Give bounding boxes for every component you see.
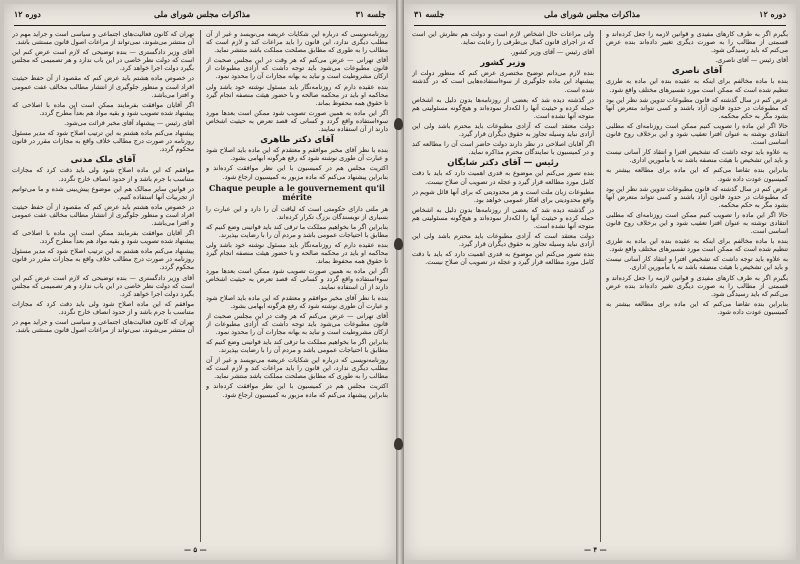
paragraph: هر ملتی دارای حکومتی است که لیاقت آن را دارد و این عبارت را بسیاری از نویسندگان بزرگ تکرار کرده‌اند. — [206, 204, 388, 221]
french-quote: Chaque peuple a le gouvernement qu'il mérite — [209, 182, 385, 202]
paragraph: اگر آقایان موافقت بفرمایند ممکن است این ماده با اصلاحی که پیشنهاد شده تصویب شود و بقیه مواد هم بعداً مطرح گردد. — [12, 100, 194, 117]
paragraph: ولی مراعات حال اشخاص لازم است و دولت هم نظرش این است که در اجرای قانون کمال بی‌طرفی را رعایت نماید. — [412, 30, 594, 47]
paragraph: اکثریت مجلس هم در کمیسیون با این نظر موافقت کرده‌اند و بنابراین پیشنهاد می‌کنم که ماده مزبور به کمیسیون ارجاع شود. — [206, 164, 388, 181]
paragraph: آقای رئیس — آقای وزیر کشور. — [510, 48, 594, 57]
paragraph: بنابراین اگر ما بخواهیم مملکت ما ترقی کند باید قوانینی وضع کنیم که مطابق با احتیاجات عمومی باشد و مردم آن را با رضایت بپذیرند. — [206, 338, 388, 355]
paragraph: تهران که کانون فعالیت‌های اجتماعی و سیاسی است و جراید مهم در آن منتشر می‌شوند، نمی‌تواند از مراعات اصول قانون مستثنی باشد. — [12, 318, 194, 335]
paragraph: پیشنهاد می‌کنم ماده هشتم به این ترتیب اصلاح شود که مدیر مسئول روزنامه در صورت درج مطالب خلاف واقع به مجازات مقرر در قانون محکوم گردد. — [12, 247, 194, 272]
journal-title: مذاکرات مجلس شورای ملی — [154, 9, 251, 19]
page-number: — ۵ — — [184, 545, 207, 554]
paragraph: بنده لازم می‌دانم توضیح مختصری عرض کنم که منظور دولت از پیشنهاد این ماده جلوگیری از سوءاستفاده‌هایی است که در گذشته شده است. — [412, 69, 594, 94]
journal-title: مذاکرات مجلس شورای ملی — [544, 9, 641, 19]
paragraph: بنابراین بنده تقاضا می‌کنم که این ماده برای مطالعه بیشتر به کمیسیون عودت داده شود. — [606, 299, 788, 316]
text-column-right — [206, 30, 388, 542]
paragraph: موافقم که این ماده اصلاح شود ولی باید دقت کرد که مجازات متناسب با جرم باشد و از حدود انصاف خارج نگردد. — [12, 166, 194, 183]
paragraph: در گذشته دیده شد که بعضی از روزنامه‌ها بدون دلیل به اشخاص حمله کرده و حیثیت آنها را لکه‌دار نموده‌اند و هیچ‌گونه مسئولیتی هم متوجه آنها نشده است. — [412, 95, 594, 120]
paragraph: آقای وزیر دادگستری — بنده توضیحی که لازم است عرض کنم این است که دولت نظر خاصی در این باب ندارد و هر تصمیمی که مجلس بگیرد دولت اجرا خواهد کرد. — [12, 273, 194, 298]
paragraph: بنابراین اگر ما بخواهیم مملکت ما ترقی کند باید قوانینی وضع کنیم که مطابق با احتیاجات عمومی باشد و مردم آن را با رضایت بپذیرند. — [206, 222, 388, 239]
paragraph: دولت معتقد است که آزادی مطبوعات باید محترم باشد ولی این آزادی نباید وسیله تجاوز به حقوق دیگران قرار گیرد. — [412, 121, 594, 139]
paragraph: آقای تهرانی — عرض می‌کنم که هر وقت در این مجلس صحبت از قانون مطبوعات می‌شود باید توجه داشت که آزادی مطبوعات از ارکان مشروطیت است و نباید به بهانه مجازات آن را محدود نمود. — [206, 311, 388, 336]
paragraph: روزنامه‌نویسی که درباره این شکایات عریضه می‌نویسد و غیر از آن مطلب دیگری ندارد، این قانون را باید مراعات کند و لازم است که مطالب را به طوری که مطابق مصلحت مملکت باشد منتشر نماید. — [206, 356, 388, 381]
page-header — [414, 9, 786, 23]
paragraph: حالا اگر این ماده را تصویب کنیم ممکن است روزنامه‌ای که مطلبی انتقادی نوشته به عنوان افترا تعقیب شود و این برخلاف روح قانون اساسی است. — [606, 210, 788, 236]
speaker-heading: رئیس — آقای دکتر شایگان — [447, 158, 559, 169]
paragraph: مطبوعات زبان ملت است و هر محدودیتی که برای آنها قائل شویم در واقع محدودیتی برای افکار عمومی خواهد بود. — [412, 187, 594, 204]
paragraph: دولت معتقد است که آزادی مطبوعات باید محترم باشد ولی این آزادی نباید وسیله تجاوز به حقوق دیگران قرار گیرد. — [412, 232, 594, 249]
session-label: جلسه ۳۱ — [355, 9, 386, 19]
binding-stain — [394, 438, 403, 450]
paragraph: تهران که کانون فعالیت‌های اجتماعی و سیاسی است و جراید مهم در آن منتشر می‌شوند، نمی‌تواند از مراعات اصول قانون مستثنی باشد. — [12, 30, 194, 47]
left-page — [4, 4, 396, 560]
paragraph: آقای رئیس — پیشنهاد آقای مخبر قرائت می‌شود. — [64, 118, 194, 127]
paragraph: اگر آقایان موافقت بفرمایند ممکن است این ماده با اصلاحی که پیشنهاد شده تصویب شود و بقیه مواد هم بعداً مطرح گردد. — [12, 229, 194, 246]
paragraph: در قوانین سایر ممالک هم این موضوع پیش‌بینی شده و ما می‌توانیم از تجربیات آنها استفاده کنیم. — [12, 184, 194, 201]
paragraph: اگر این ماده به همین صورت تصویب شود ممکن است بعدها مورد سوءاستفاده واقع گردد و کسانی که قصد تعرض به حیثیت اشخاص دارند از آن استفاده نمایند. — [206, 108, 388, 134]
paragraph: اکثریت مجلس هم در کمیسیون با این نظر موافقت کرده‌اند و بنابراین پیشنهاد می‌کنم که ماده مزبور به کمیسیون ارجاع شود. — [206, 382, 388, 399]
paragraph: عرض کنم در سال گذشته که قانون مطبوعات تدوین شد نظر این بود که مطبوعات در حدود قانون آزاد باشند و کسی نتواند متعرض آنها بشود مگر به حکم محکمه. — [606, 95, 788, 120]
paragraph: بنده عقیده دارم که روزنامه‌نگار باید مسئول نوشته خود باشد ولی محاکمه او باید در محکمه صالحه و با حضور هیئت منصفه انجام گیرد تا حقوق همه محفوظ بماند. — [206, 240, 388, 266]
paragraph: در خصوص ماده هشتم باید عرض کنم که مقصود از آن حفظ حیثیت افراد است و منظور جلوگیری از انتشار مطالب مخالف عفت عمومی و افترا می‌باشد. — [12, 74, 194, 99]
paragraph: به علاوه باید توجه داشت که تشخیص افترا و انتقاد کار آسانی نیست و باید این تشخیص با هیئت منصفه باشد نه با مأمورین اداری. — [606, 255, 788, 272]
page-header — [14, 9, 386, 23]
paragraph: آقای تهرانی — عرض می‌کنم که هر وقت در این مجلس صحبت از قانون مطبوعات می‌شود باید توجه داشت که آزادی مطبوعات از ارکان مشروطیت است و نباید به بهانه مجازات آن را محدود نمود. — [206, 56, 388, 81]
text-column-left — [12, 30, 194, 542]
paragraph: به علاوه باید توجه داشت که تشخیص افترا و انتقاد کار آسانی نیست و باید این تشخیص با هیئت منصفه باشد نه با مأمورین اداری. — [606, 148, 788, 165]
paragraph: بگیرم اگر به طرف کارهای مفیدی و قوانین لازمه را جعل کرده‌اند و قسمتی از مطالب را به صورت دیگری تغییر داده‌اند بنده عرض می‌کنم که باید رسیدگی شود. — [606, 30, 788, 55]
header-rule — [14, 25, 386, 26]
page-number: — ۴ — — [584, 545, 607, 554]
binding-stain — [394, 118, 403, 130]
paragraph: حالا اگر این ماده را تصویب کنیم ممکن است روزنامه‌ای که مطلبی انتقادی نوشته به عنوان افترا تعقیب شود و این برخلاف روح قانون اساسی است. — [606, 121, 788, 147]
speaker-heading: آقای ملک مدنی — [70, 155, 136, 166]
binding-stain — [394, 238, 403, 250]
issue-label: دوره ۱۲ — [759, 9, 786, 19]
paragraph: بنده تصور می‌کنم این موضوع به قدری اهمیت دارد که باید با دقت کامل مورد مطالعه قرار گیرد و عجله در تصویب آن صلاح نیست. — [412, 169, 594, 186]
speaker-heading: وزیر کشور — [480, 58, 526, 69]
paragraph: بنابراین بنده تقاضا می‌کنم که این ماده برای مطالعه بیشتر به کمیسیون عودت داده شود. — [606, 166, 788, 183]
paragraph: در خصوص ماده هشتم باید عرض کنم که مقصود از آن حفظ حیثیت افراد است و منظور جلوگیری از انتشار مطالب مخالف عفت عمومی و افترا می‌باشد. — [12, 202, 194, 227]
paragraph: موافقم که این ماده اصلاح شود ولی باید دقت کرد که مجازات متناسب با جرم باشد و از حدود انصاف خارج نگردد. — [12, 299, 194, 316]
header-rule — [414, 25, 786, 26]
paragraph: پیشنهاد می‌کنم ماده هشتم به این ترتیب اصلاح شود که مدیر مسئول روزنامه در صورت درج مطالب خلاف واقع به مجازات مقرر در قانون محکوم گردد. — [12, 129, 194, 154]
paragraph: بگیرم اگر به طرف کارهای مفیدی و قوانین لازمه را جعل کرده‌اند و قسمتی از مطالب را به صورت دیگری تغییر داده‌اند بنده عرض می‌کنم که باید رسیدگی شود. — [606, 273, 788, 298]
paragraph: بنده با ماده مخالفم برای اینکه به عقیده بنده این ماده به طرزی تنظیم شده است که ممکن است مورد تفسیرهای مختلف واقع شود. — [606, 237, 788, 254]
right-page — [404, 4, 796, 560]
speaker-heading: آقای دکتر طاهری — [260, 135, 334, 146]
paragraph: بنده با نظر آقای مخبر موافقم و معتقدم که این ماده باید اصلاح شود و عبارت آن طوری نوشته شود که رفع هرگونه ابهامی بشود. — [206, 293, 388, 310]
column-rule — [600, 30, 601, 542]
text-column-right — [606, 30, 788, 542]
paragraph: آقای وزیر دادگستری — بنده توضیحی که لازم است عرض کنم این است که دولت نظر خاصی در این باب ندارد و هر تصمیمی که مجلس بگیرد دولت اجرا خواهد کرد. — [12, 48, 194, 73]
session-label: جلسه ۳۱ — [414, 9, 445, 19]
column-rule — [200, 30, 201, 542]
paragraph: بنده تصور می‌کنم این موضوع به قدری اهمیت دارد که باید با دقت کامل مورد مطالعه قرار گیرد و عجله در تصویب آن صلاح نیست. — [412, 250, 594, 267]
issue-label: دوره ۱۲ — [14, 9, 41, 19]
paragraph: بنده با ماده مخالفم برای اینکه به عقیده بنده این ماده به طرزی تنظیم شده است که ممکن است مورد تفسیرهای مختلف واقع شود. — [606, 77, 788, 94]
paragraph: در گذشته دیده شد که بعضی از روزنامه‌ها بدون دلیل به اشخاص حمله کرده و حیثیت آنها را لکه‌دار نموده‌اند و هیچ‌گونه مسئولیتی هم متوجه آنها نشده است. — [412, 205, 594, 230]
paragraph: بنده با نظر آقای مخبر موافقم و معتقدم که این ماده باید اصلاح شود و عبارت آن طوری نوشته شود که رفع هرگونه ابهامی بشود. — [206, 146, 388, 163]
paragraph: اگر این ماده به همین صورت تصویب شود ممکن است بعدها مورد سوءاستفاده واقع گردد و کسانی که قصد تعرض به حیثیت اشخاص دارند از آن استفاده نمایند. — [206, 267, 388, 292]
paragraph: عرض کنم در سال گذشته که قانون مطبوعات تدوین شد نظر این بود که مطبوعات در حدود قانون آزاد باشند و کسی نتواند متعرض آنها بشود مگر به حکم محکمه. — [606, 184, 788, 209]
paragraph: روزنامه‌نویسی که درباره این شکایات عریضه می‌نویسد و غیر از آن مطلب دیگری ندارد، این قانون را باید مراعات کند و لازم است که مطالب را به طوری که مطابق مصلحت مملکت باشد منتشر نماید. — [206, 30, 388, 55]
text-column-left — [412, 30, 594, 542]
paragraph: بنده عقیده دارم که روزنامه‌نگار باید مسئول نوشته خود باشد ولی محاکمه او باید در محکمه صالحه و با حضور هیئت منصفه انجام گیرد تا حقوق همه محفوظ بماند. — [206, 82, 388, 107]
paragraph: اگر آقایان اصلاحی در نظر دارند دولت حاضر است آن را مطالعه کند و در کمیسیون با نمایندگان محترم مذاکره نماید. — [412, 140, 594, 157]
binding-gutter — [396, 0, 404, 564]
paragraph: آقای رئیس — آقای ناصری. — [715, 56, 788, 65]
speaker-heading: آقای ناصری — [671, 66, 723, 77]
